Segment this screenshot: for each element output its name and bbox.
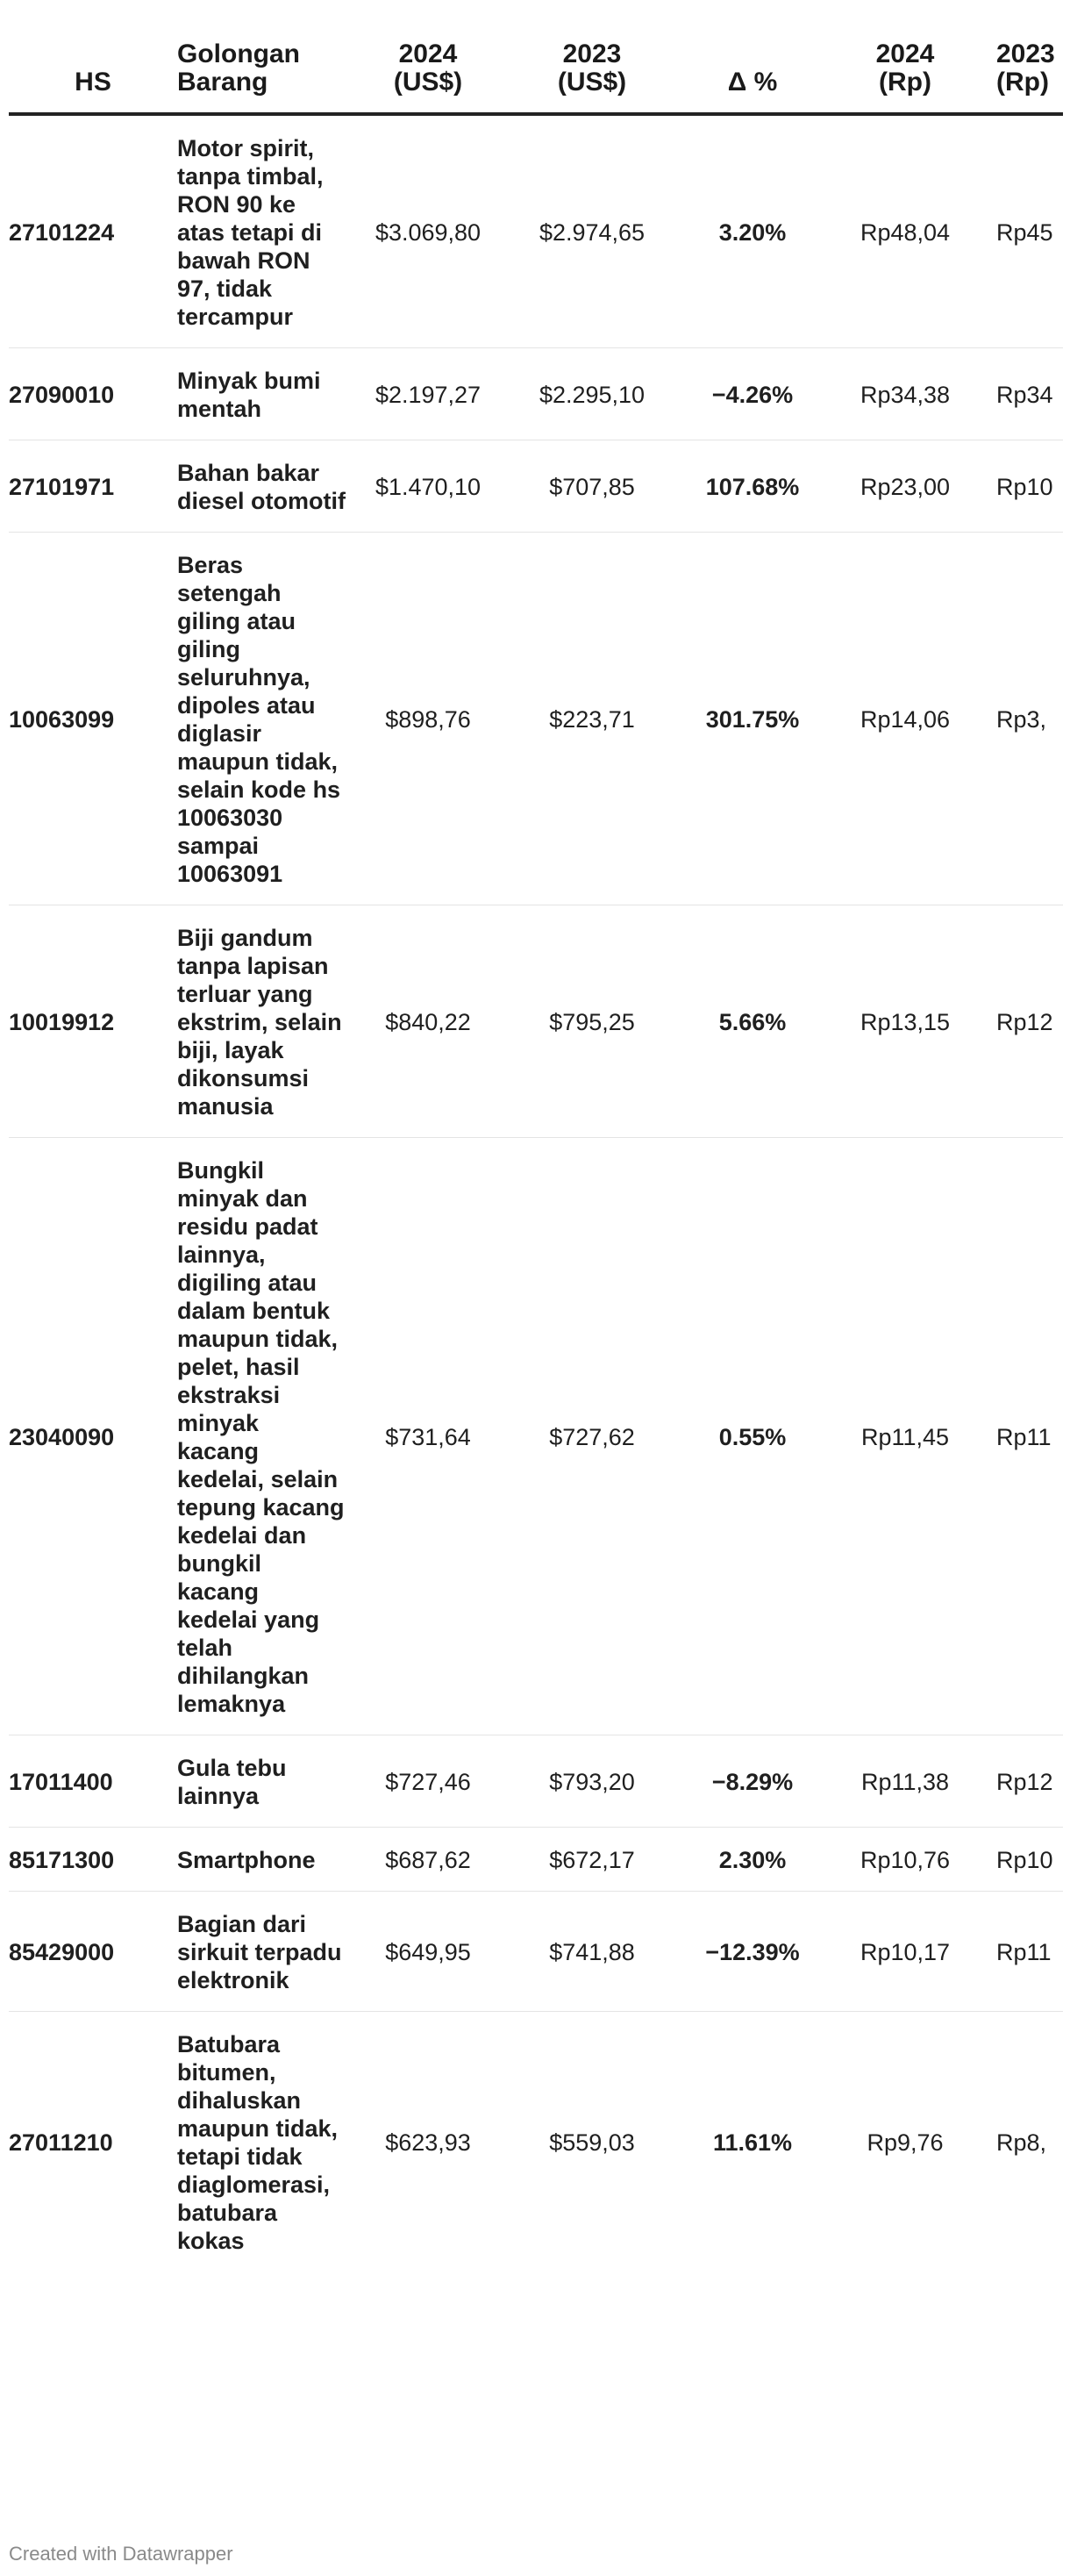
cell-rp-2023: Rp45 — [979, 114, 1063, 348]
cell-rp-2023: Rp10 — [979, 1828, 1063, 1892]
table-row — [9, 1828, 1063, 1892]
cell-pct-change: 11.61% — [712, 2129, 793, 2156]
cell-usd-2024: $731,64 — [346, 1138, 510, 1735]
column-header-desc[interactable]: Golongan Barang — [177, 35, 346, 114]
table-row — [9, 440, 1063, 533]
column-header-usd-2024[interactable]: 2024 (US$) — [346, 35, 510, 114]
cell-description: Gula tebu lainnya — [177, 1735, 346, 1828]
cell-rp-2024: Rp34,38 — [831, 348, 979, 440]
column-header-usd-2023[interactable]: 2023 (US$) — [510, 35, 674, 114]
column-header-hs[interactable]: HS — [9, 35, 177, 114]
cell-description: Biji gandum tanpa lapisan terluar yang ekstrim, selain biji, layak dikonsumsi manusia — [177, 905, 346, 1138]
table-body — [9, 114, 1063, 2272]
cell-rp-2024: Rp23,00 — [831, 440, 979, 533]
cell-description: Beras setengah giling atau giling seluruhnya, dipoles atau diglasir maupun tidak, selain kode hs 10063030 sampai 10063091 — [177, 533, 346, 905]
cell-rp-2023: Rp3, — [979, 533, 1063, 905]
cell-hs-code: 85171300 — [9, 1828, 177, 1892]
datawrapper-credit[interactable]: Created with Datawrapper — [9, 2543, 233, 2565]
cell-rp-2023: Rp11 — [979, 1892, 1063, 2012]
cell-usd-2024: $623,93 — [385, 2129, 471, 2156]
cell-usd-2024: $727,46 — [346, 1735, 510, 1828]
cell-hs-code: 27101224 — [9, 114, 177, 348]
cell-usd-2024: $649,95 — [346, 1892, 510, 2012]
cell-description: Batubara bitumen, dihaluskan maupun tidak, tetapi tidak diaglomerasi, batubara kokas — [177, 2031, 339, 2254]
cell-description: Minyak bumi mentah — [177, 348, 346, 440]
table-row — [9, 1892, 1063, 2012]
cell-usd-2023: $727,62 — [510, 1138, 674, 1735]
cell-rp-2023: Rp8, — [996, 2129, 1047, 2156]
cell-hs-code: 27011210 — [9, 2129, 113, 2156]
cell-rp-2023: Rp12 — [979, 1735, 1063, 1828]
cell-pct-change: −4.26% — [674, 348, 831, 440]
table-row — [9, 533, 1063, 905]
cell-usd-2023: $741,88 — [510, 1892, 674, 2012]
cell-rp-2024: Rp14,06 — [831, 533, 979, 905]
cell-rp-2024: Rp10,17 — [831, 1892, 979, 2012]
column-header-rp-2023[interactable]: 2023 (Rp) — [979, 35, 1063, 114]
cell-rp-2024: Rp13,15 — [831, 905, 979, 1138]
table-row — [9, 905, 1063, 1138]
cell-usd-2024: $2.197,27 — [346, 348, 510, 440]
cell-description: Smartphone — [177, 1828, 346, 1892]
cell-usd-2023: $793,20 — [510, 1735, 674, 1828]
cell-usd-2024: $840,22 — [346, 905, 510, 1138]
table-row — [9, 348, 1063, 440]
table-row — [9, 1138, 1063, 1735]
cell-pct-change: −12.39% — [674, 1892, 831, 2012]
cell-pct-change: 0.55% — [674, 1138, 831, 1735]
cell-pct-change: −8.29% — [674, 1735, 831, 1828]
cell-usd-2023: $2.295,10 — [510, 348, 674, 440]
cell-usd-2023: $672,17 — [510, 1828, 674, 1892]
cell-hs-code: 10019912 — [9, 905, 177, 1138]
cell-hs-code: 17011400 — [9, 1735, 177, 1828]
cell-rp-2024: Rp10,76 — [831, 1828, 979, 1892]
cell-usd-2023: $795,25 — [510, 905, 674, 1138]
table-row — [9, 114, 1063, 348]
cell-usd-2023: $559,03 — [549, 2129, 635, 2156]
cell-rp-2024: Rp48,04 — [831, 114, 979, 348]
cell-hs-code: 23040090 — [9, 1138, 177, 1735]
table-row — [9, 1735, 1063, 1828]
cell-usd-2023: $707,85 — [510, 440, 674, 533]
cell-pct-change: 5.66% — [674, 905, 831, 1138]
table-row — [9, 2012, 1063, 2272]
cell-rp-2024: Rp11,45 — [831, 1138, 979, 1735]
cell-rp-2023: Rp34 — [979, 348, 1063, 440]
cell-rp-2023: Rp10 — [979, 440, 1063, 533]
cell-hs-code: 10063099 — [9, 533, 177, 905]
cell-rp-2023: Rp11 — [979, 1138, 1063, 1735]
cell-usd-2024: $1.470,10 — [346, 440, 510, 533]
cell-description: Bagian dari sirkuit terpadu elektronik — [177, 1892, 346, 2012]
cell-rp-2024: Rp9,76 — [867, 2129, 944, 2156]
cell-pct-change: 2.30% — [674, 1828, 831, 1892]
cell-hs-code: 27090010 — [9, 348, 177, 440]
cell-rp-2023: Rp12 — [979, 905, 1063, 1138]
cell-usd-2023: $223,71 — [510, 533, 674, 905]
cell-description: Bungkil minyak dan residu padat lainnya, digiling atau dalam bentuk maupun tidak, pelet, hasil ekstraksi minyak kacang kedelai, selain tepung kacang kedelai dan bungkil kacang kedelai yang telah dihilangkan lemaknya — [177, 1138, 346, 1735]
cell-rp-2024: Rp11,38 — [831, 1735, 979, 1828]
imports-table — [9, 35, 1063, 2272]
cell-usd-2024: $898,76 — [346, 533, 510, 905]
column-header-pct-change[interactable]: Δ % — [674, 35, 831, 114]
cell-description: Bahan bakar diesel otomotif — [177, 440, 346, 533]
cell-hs-code: 27101971 — [9, 440, 177, 533]
cell-usd-2023: $2.974,65 — [510, 114, 674, 348]
column-header-rp-2024[interactable]: 2024 (Rp) — [831, 35, 979, 114]
cell-usd-2024: $687,62 — [346, 1828, 510, 1892]
cell-hs-code: 85429000 — [9, 1892, 177, 2012]
cell-pct-change: 301.75% — [674, 533, 831, 905]
cell-description: Motor spirit, tanpa timbal, RON 90 ke atas tetapi di bawah RON 97, tidak tercampur — [177, 114, 346, 348]
cell-pct-change: 3.20% — [674, 114, 831, 348]
table-header-row — [9, 35, 1063, 114]
cell-pct-change: 107.68% — [674, 440, 831, 533]
cell-usd-2024: $3.069,80 — [346, 114, 510, 348]
